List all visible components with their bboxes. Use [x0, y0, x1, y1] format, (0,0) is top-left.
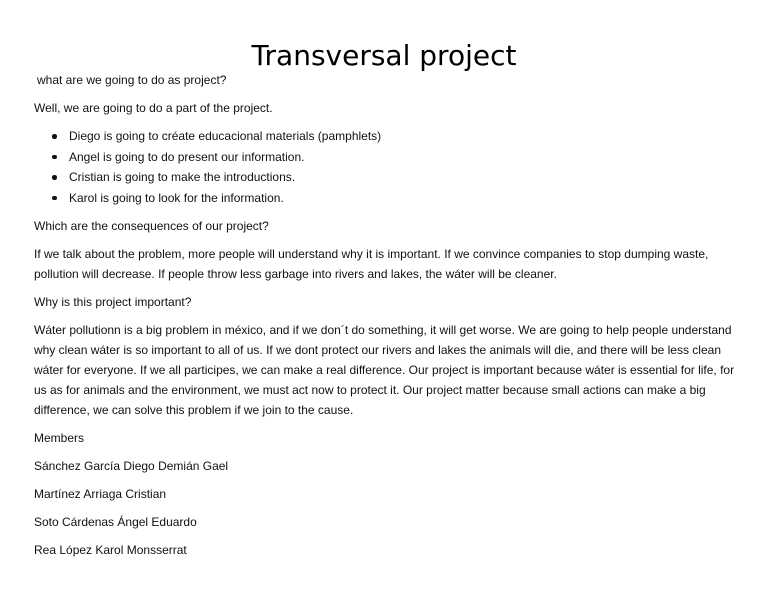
task-list: [34, 126, 738, 208]
task-item: Diego is going to créate educacional materials (pamphlets): [69, 126, 738, 147]
member-name: Martínez Arriaga Cristian: [34, 487, 167, 501]
question-what-project: what are we going to do as project?: [37, 73, 227, 87]
document-title: Transversal project: [251, 39, 517, 72]
question-importance: Why is this project important?: [34, 295, 192, 309]
answer-importance: Wáter pollutionn is a big problem in méxico, and if we don´t do something, it will get worse. We are going to help people understand why clean wáter is so important to all of us. If we dont protect our rivers and lakes the animals will die, and there will be less clean wáter for everyone. If we all participes, we can make a real difference. Our project is important because wáter is essential for life, for us as for animals and the environment, we must act now to protect it. Our project matter because small actions can make a big difference, we can solve this problem if we join to the cause.: [34, 323, 735, 417]
member-name: Sánchez García Diego Demián Gael: [34, 459, 229, 473]
member-name: Rea López Karol Monsserrat: [34, 543, 187, 557]
answer-what-project: Well, we are going to do a part of the project.: [34, 101, 273, 115]
document-body: [34, 70, 738, 568]
answer-consequences: If we talk about the problem, more people will understand why it is important. If we convince companies to stop dumping waste, pollution will decrease. If people throw less garbage into rivers and lakes, the wáter will be cleaner.: [34, 247, 709, 281]
task-item: Karol is going to look for the information.: [69, 188, 738, 209]
task-item: Cristian is going to make the introductions.: [69, 167, 738, 188]
member-name: Soto Cárdenas Ángel Eduardo: [34, 515, 197, 529]
members-heading: Members: [34, 431, 85, 445]
question-consequences: Which are the consequences of our project?: [34, 219, 269, 233]
task-item: Angel is going to do present our information.: [69, 147, 738, 168]
